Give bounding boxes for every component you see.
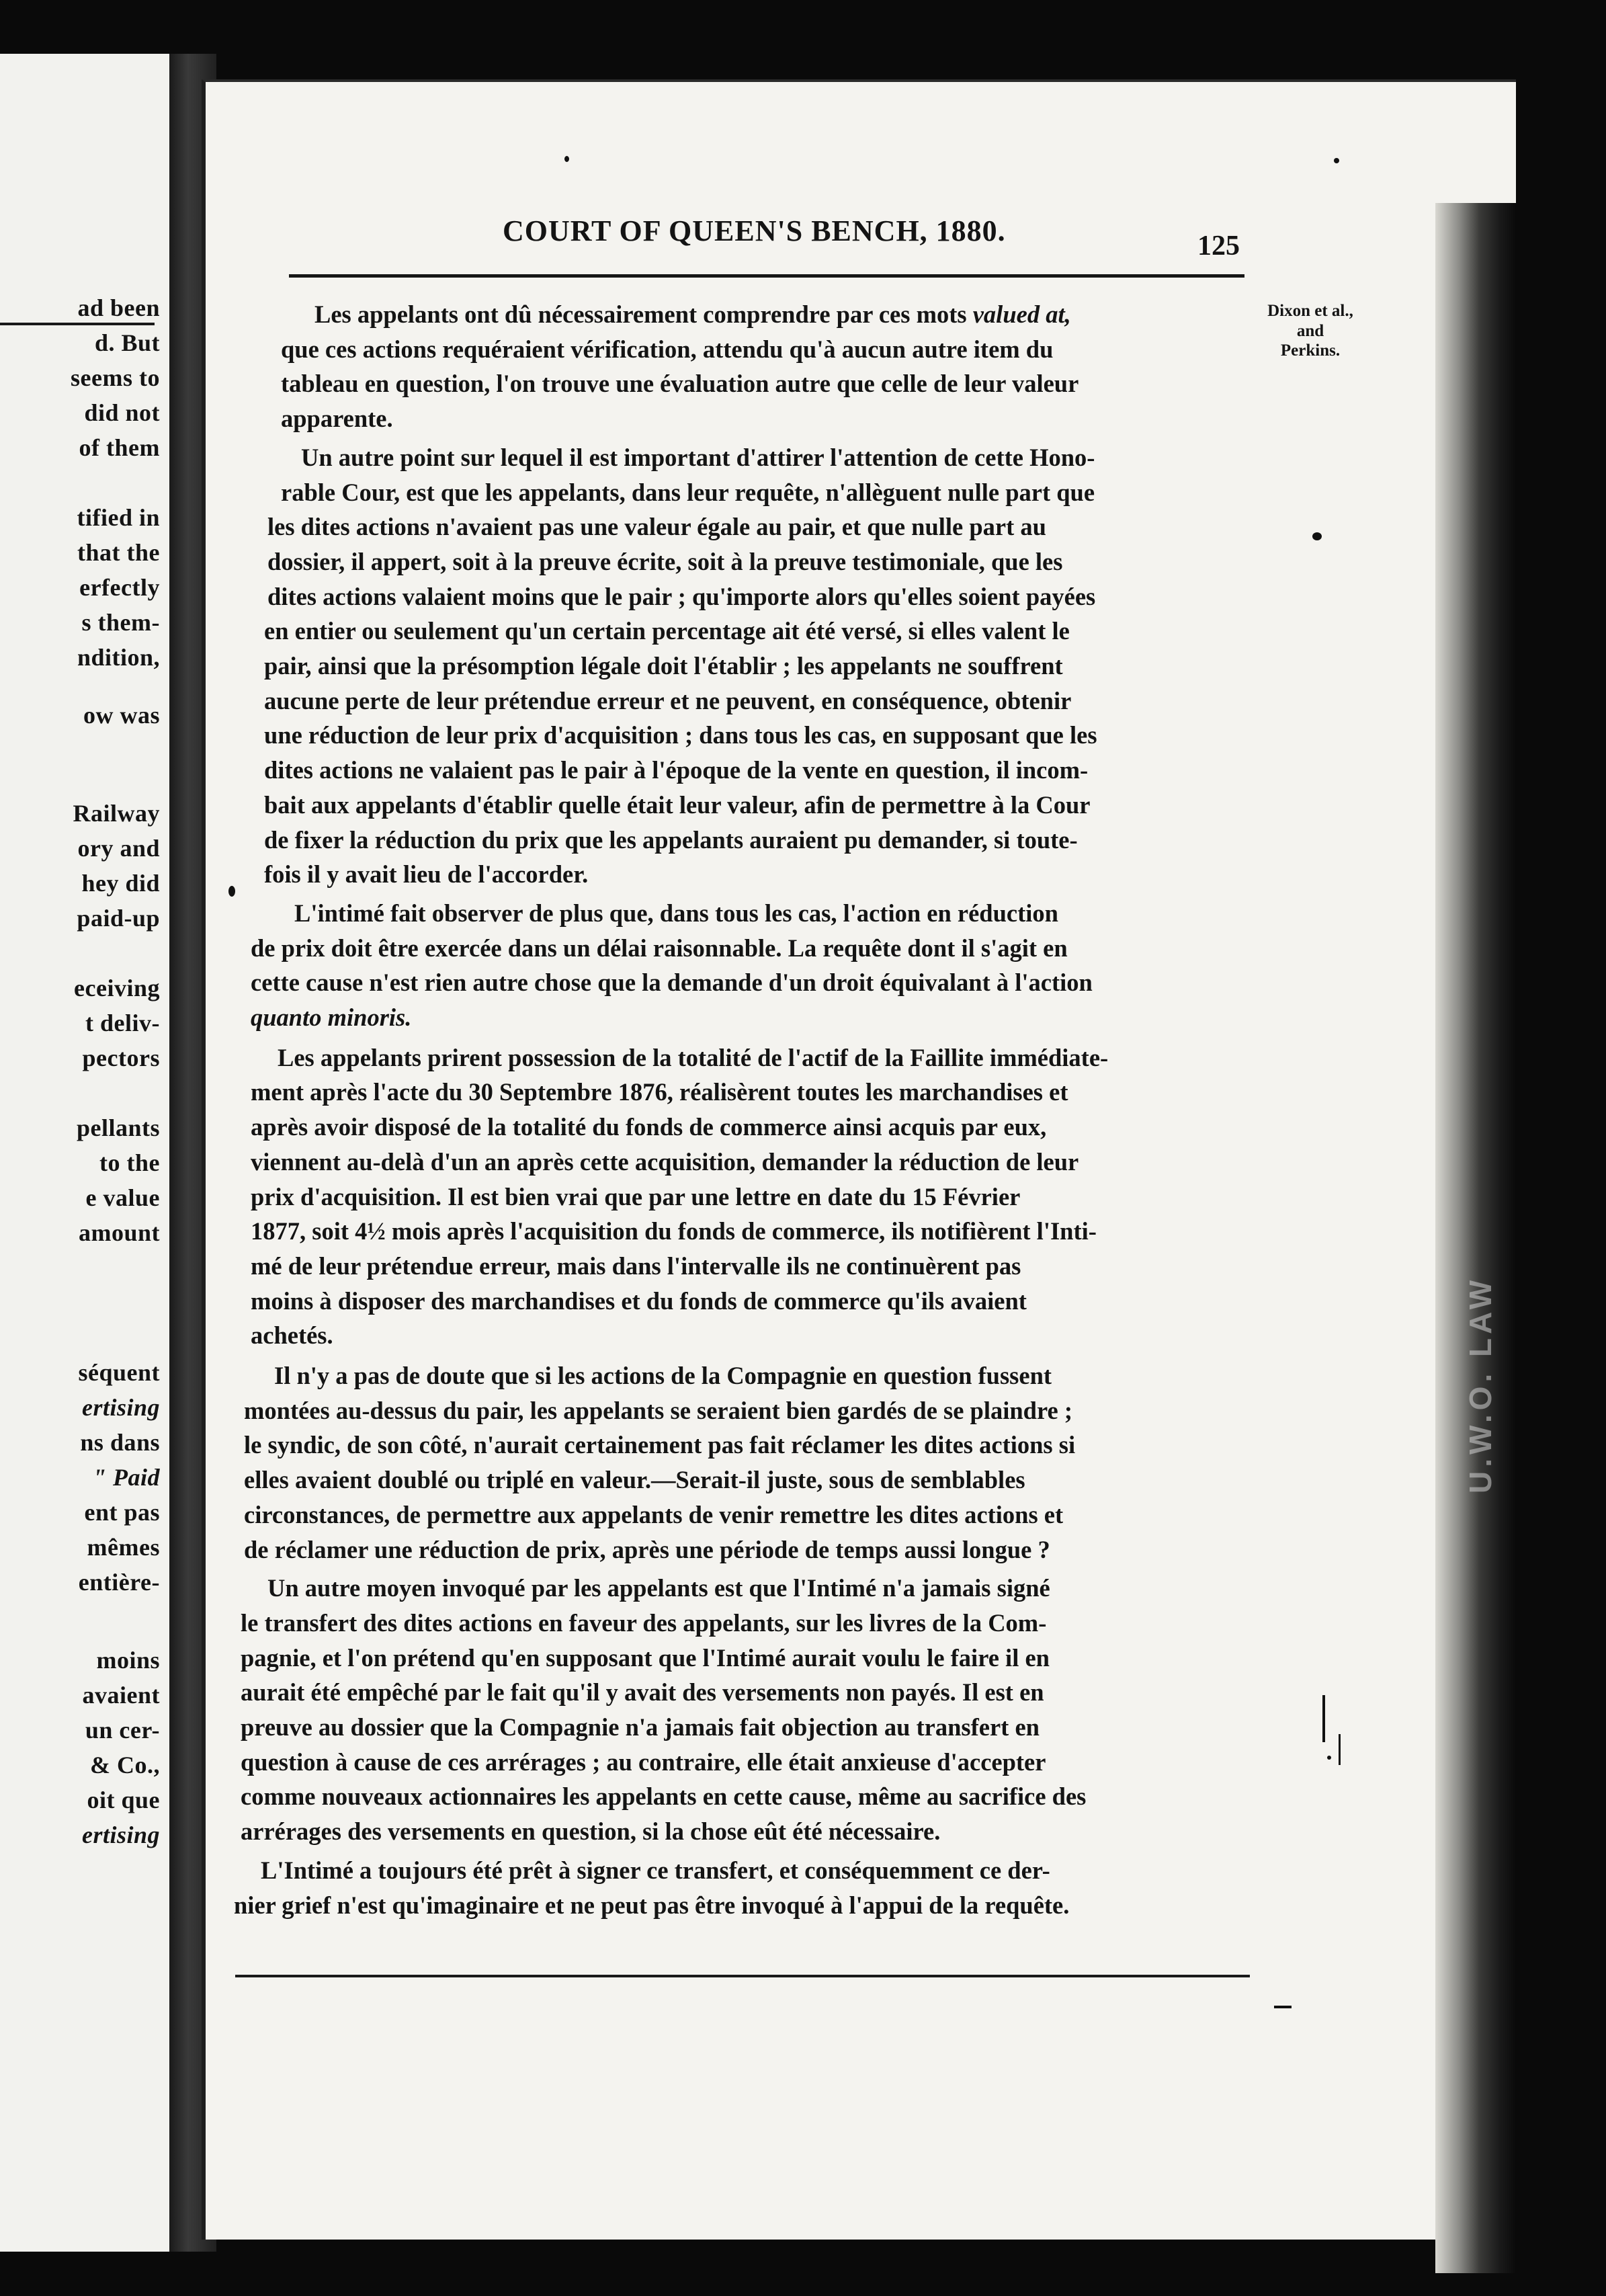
left-page-line: ndition, xyxy=(77,644,160,671)
left-page-line: hey did xyxy=(81,870,160,897)
body-line xyxy=(241,1715,1040,1740)
body-line-text: ment après l'acte du 30 Septembre 1876, réalisèrent toutes les marchandises et xyxy=(251,1078,1068,1106)
left-page-line: d. But xyxy=(94,329,160,356)
body-line-text: montées au-dessus du pair, les appelants se seraient bien gardés de se plaindre ; xyxy=(244,1397,1072,1424)
left-page-line: erfectly xyxy=(79,574,160,601)
marginal-case-note xyxy=(1257,301,1364,361)
side-note-line: Dixon et al., xyxy=(1267,302,1353,320)
body-line xyxy=(274,1364,1052,1389)
body-line xyxy=(241,1611,1046,1636)
body-line-text: dites actions ne valaient pas le pair à l'époque de la vente en question, il incom- xyxy=(264,756,1089,784)
body-line-text: Il n'y a pas de doute que si les actions de la Compagnie en question fussent xyxy=(274,1362,1052,1389)
body-line xyxy=(241,1680,1044,1705)
body-line-text: de réclamer une réduction de prix, après une période de temps aussi longue ? xyxy=(244,1536,1050,1563)
body-line xyxy=(264,862,588,887)
body-line xyxy=(251,971,1093,995)
left-page-line: un cer- xyxy=(85,1717,160,1744)
body-line xyxy=(281,407,393,432)
side-note-line: and xyxy=(1296,321,1324,340)
body-line xyxy=(244,1468,1025,1493)
body-line-italic: valued at, xyxy=(972,300,1071,328)
left-page-line: séquent xyxy=(78,1359,160,1386)
body-line xyxy=(251,1289,1027,1314)
left-page-line: " Paid xyxy=(93,1464,160,1491)
body-line-text: apparente. xyxy=(281,405,393,432)
body-line-text: tableau en question, l'on trouve une évaluation autre que celle de leur valeur xyxy=(281,370,1079,397)
body-line-text: L'Intimé a toujours été prêt à signer ce transfert, et conséquemment ce der- xyxy=(261,1856,1050,1884)
body-line-text: rable Cour, est que les appelants, dans leur requête, n'allèguent nulle part que xyxy=(281,479,1095,506)
left-page-line: ow was xyxy=(83,702,160,729)
body-line-text: une réduction de leur prix d'acquisition ; dans tous les cas, en supposant que les xyxy=(264,721,1097,749)
body-line xyxy=(251,1115,1046,1140)
body-line xyxy=(281,481,1095,505)
body-line-text: elles avaient doublé ou triplé en valeur.—Serait-il juste, sous de semblables xyxy=(244,1466,1025,1493)
body-line-text: de fixer la réduction du prix que les appelants auraient pu demander, si toute- xyxy=(264,826,1078,854)
left-page-rule xyxy=(0,323,155,325)
body-line-text: comme nouveaux actionnaires les appelants en cette cause, même au sacrifice des xyxy=(241,1782,1087,1810)
left-page-line: seems to xyxy=(71,364,160,391)
left-page-line: ory and xyxy=(77,835,160,862)
body-line-text: question à cause de ces arrérages ; au contraire, elle était anxieuse d'accepter xyxy=(241,1748,1046,1776)
left-page-line: that the xyxy=(77,539,160,566)
book-binding-edge xyxy=(1435,203,1516,2273)
left-page-line: avaient xyxy=(82,1682,160,1709)
bottom-rule xyxy=(235,1975,1250,1977)
body-line xyxy=(251,936,1068,961)
left-page-line: entière- xyxy=(78,1569,160,1596)
body-line-text: Un autre moyen invoqué par les appelants est que l'Intimé n'a jamais signé xyxy=(267,1574,1050,1602)
body-line xyxy=(264,758,1088,783)
pen-mark xyxy=(1322,1695,1325,1742)
body-line xyxy=(314,302,1071,327)
body-line-text: bait aux appelants d'établir quelle était leur valeur, afin de permettre à la Cour xyxy=(264,791,1091,819)
left-page-line: pellants xyxy=(76,1114,160,1141)
body-line xyxy=(264,654,1063,679)
body-line-text: les dites actions n'avaient pas une valeur égale au pair, et que nulle part au xyxy=(267,513,1046,540)
body-line-text: le transfert des dites actions en faveur des appelants, sur les livres de la Com- xyxy=(241,1609,1047,1637)
body-line-text: circonstances, de permettre aux appelants de venir remettre les dites actions et xyxy=(244,1501,1064,1528)
body-line-text: dites actions valaient moins que le pair ; qu'importe alors qu'elles soient payées xyxy=(267,583,1096,610)
left-page-line: paid-up xyxy=(77,905,160,932)
left-page-line: e value xyxy=(85,1184,160,1211)
body-line-text: dossier, il appert, soit à la preuve écrite, soit à la preuve testimoniale, que les xyxy=(267,548,1063,575)
binding-stamp: U.W.O. LAW xyxy=(1463,1276,1498,1493)
body-line xyxy=(244,1433,1075,1458)
left-page-line: t deliv- xyxy=(85,1010,160,1036)
body-line xyxy=(244,1538,1050,1563)
left-page-line: did not xyxy=(84,399,160,426)
body-line xyxy=(251,1219,1097,1244)
body-line-text: mé de leur prétendue erreur, mais dans l'intervalle ils ne continuèrent pas xyxy=(251,1252,1021,1280)
body-line xyxy=(264,793,1090,818)
body-line-text: moins à disposer des marchandises et du fonds de commerce qu'ils avaient xyxy=(251,1287,1027,1315)
ink-speck xyxy=(1334,158,1339,163)
body-line xyxy=(244,1503,1063,1528)
body-line-text: preuve au dossier que la Compagnie n'a jamais fait objection au transfert en xyxy=(241,1713,1040,1741)
body-line-text: prix d'acquisition. Il est bien vrai que par une lettre en date du 15 Février xyxy=(251,1183,1021,1211)
left-page-line: ad been xyxy=(77,294,160,321)
left-page-line: Railway xyxy=(73,800,160,827)
body-line xyxy=(267,585,1095,610)
body-line-text: le syndic, de son côté, n'aurait certainement pas fait réclamer les dites actions si xyxy=(244,1431,1076,1459)
body-line-text: arrérages des versements en question, si la chose eût été nécessaire. xyxy=(241,1817,941,1845)
body-line-text: après avoir disposé de la totalité du fonds de commerce ainsi acquis par eux, xyxy=(251,1113,1047,1141)
body-line xyxy=(241,1782,1087,1810)
running-head: COURT OF QUEEN'S BENCH, 1880. xyxy=(503,214,1006,247)
body-line-text: 1877, soit 4½ mois après l'acquisition du fonds de commerce, ils notifièrent l'Inti- xyxy=(251,1217,1097,1245)
ink-speck xyxy=(1327,1756,1331,1760)
left-page-line: oit que xyxy=(87,1787,160,1813)
left-page-line: mêmes xyxy=(87,1534,160,1561)
left-page-line: ns dans xyxy=(80,1429,160,1456)
ink-speck xyxy=(564,156,569,162)
left-page-line: amount xyxy=(78,1219,160,1246)
left-page-line: s them- xyxy=(81,609,160,636)
body-line-text: viennent au-delà d'un an après cette acquisition, demander la réduction de leur xyxy=(251,1148,1079,1176)
left-page-line: of them xyxy=(79,434,160,461)
body-line-text: Les appelants prirent possession de la totalité de l'actif de la Faillite immédiate- xyxy=(278,1044,1109,1071)
left-page-line: pectors xyxy=(82,1044,160,1071)
body-line xyxy=(281,337,1053,362)
body-line-text: pair, ainsi que la présomption légale doit l'établir ; les appelants ne souffrent xyxy=(264,652,1063,680)
body-line xyxy=(294,901,1058,926)
left-page-fragment xyxy=(0,54,171,2252)
body-line-text: fois il y avait lieu de l'accorder. xyxy=(264,860,589,888)
body-line xyxy=(241,1819,940,1844)
body-line-text: nier grief n'est qu'imaginaire et ne peut pas être invoqué à l'appui de la requête. xyxy=(234,1891,1070,1919)
body-line xyxy=(251,1185,1020,1210)
body-line xyxy=(241,1646,1050,1671)
pen-mark xyxy=(1339,1734,1341,1765)
page-number: 125 xyxy=(1197,231,1240,261)
body-line xyxy=(251,1150,1079,1175)
body-line xyxy=(244,1399,1072,1424)
left-page-line: & Co., xyxy=(90,1752,160,1778)
body-line xyxy=(261,1858,1050,1883)
body-line xyxy=(251,1080,1068,1105)
ink-speck xyxy=(1312,532,1322,540)
body-line xyxy=(241,1750,1046,1775)
body-line xyxy=(267,515,1046,540)
body-line xyxy=(301,446,1095,470)
body-line xyxy=(251,1323,333,1348)
ink-speck xyxy=(228,886,235,897)
body-line-italic: quanto minoris. xyxy=(251,1003,412,1031)
body-line-text: que ces actions requéraient vérification, attendu qu'à aucun autre item du xyxy=(281,335,1054,363)
body-line xyxy=(264,689,1071,714)
body-line xyxy=(281,372,1079,397)
body-line xyxy=(264,723,1097,748)
body-line xyxy=(278,1046,1108,1071)
body-line-text: achetés. xyxy=(251,1321,333,1349)
left-page-line: ertising xyxy=(81,1394,160,1421)
left-page-line: ent pas xyxy=(84,1499,160,1526)
left-page-line: tified in xyxy=(77,504,160,531)
body-line xyxy=(267,550,1062,575)
body-line xyxy=(251,1003,412,1031)
body-line xyxy=(264,828,1078,853)
body-line-text: L'intimé fait observer de plus que, dans tous les cas, l'action en réduction xyxy=(294,899,1058,927)
body-line-text: Un autre point sur lequel il est important d'attirer l'attention de cette Hono- xyxy=(301,444,1095,471)
body-line-text: de prix doit être exercée dans un délai raisonnable. La requête dont il s'agit en xyxy=(251,934,1068,962)
body-line-text: en entier ou seulement qu'un certain percentage ait été versé, si elles valent le xyxy=(264,617,1070,645)
body-line xyxy=(234,1893,1069,1918)
body-line xyxy=(264,619,1070,644)
body-line-text: aucune perte de leur prétendue erreur et ne peuvent, en conséquence, obtenir xyxy=(264,687,1072,714)
body-line-text: Les appelants ont dû nécessairement comprendre par ces mots xyxy=(314,300,973,328)
body-line-text: pagnie, et l'on prétend qu'en supposant que l'Intimé aurait voulu le faire il en xyxy=(241,1644,1050,1672)
pen-mark xyxy=(1274,2006,1292,2008)
left-page-line: eceiving xyxy=(74,975,160,1001)
left-page-line: to the xyxy=(99,1149,160,1176)
body-line xyxy=(251,1254,1021,1279)
body-line-text: cette cause n'est rien autre chose que la demande d'un droit équivalant à l'action xyxy=(251,969,1093,996)
body-line-text: aurait été empêché par le fait qu'il y avait des versements non payés. Il est en xyxy=(241,1678,1044,1706)
left-page-line: moins xyxy=(96,1647,160,1674)
header-rule xyxy=(289,274,1244,278)
side-note-line: Perkins. xyxy=(1280,341,1341,360)
left-page-line: ertising xyxy=(81,1821,160,1848)
body-line xyxy=(267,1576,1050,1601)
